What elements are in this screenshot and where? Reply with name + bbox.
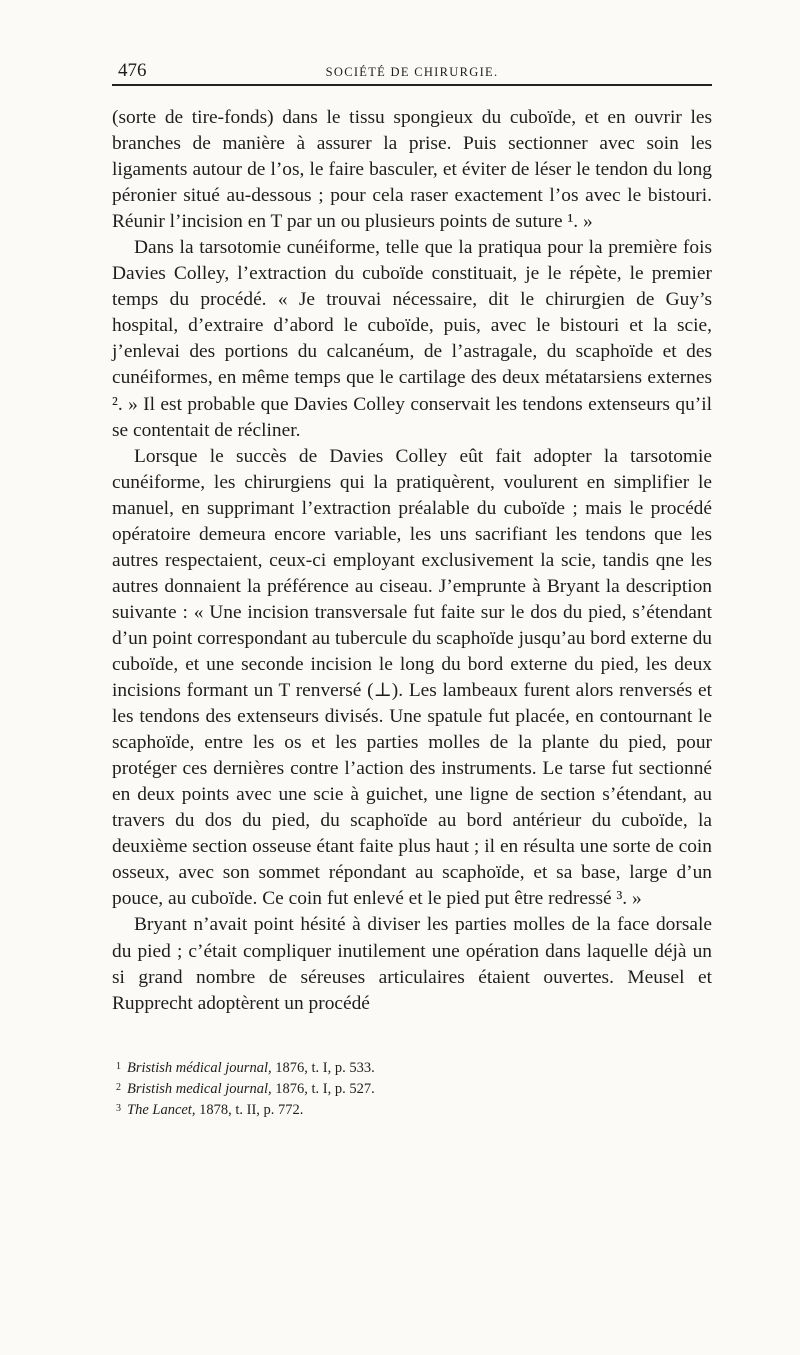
body-text	[112, 105, 712, 1017]
footnote	[116, 1078, 712, 1099]
paragraph: Lorsque le succès de Davies Colley eût fait adopter la tarsotomie cunéiforme, les chirurgiens qui la pratiquèrent, voulurent en simplifier le manuel, en supprimant l’extraction préalable du cuboïde ; mais le procédé opératoire demeura encore variable, les uns sacrifiant les tendons que les autres respectaient, ceux-ci employant exclusivement la scie, tandis qne les autres donnaient la préférence au ciseau. J’emprunte à Bryant la description suivante : « Une incision transversale fut faite sur le dos du pied, s’étendant d’un point correspondant au tubercule du scaphoïde jusqu’au bord externe du cuboïde, et une seconde incision le long du bord externe du pied, les deux incisions formant un T renversé (⊥). Les lambeaux furent alors renversés et les tendons des extenseurs divisés. Une spatule fut placée, en contournant le scaphoïde, entre les os et les parties molles de la plante du pied, pour protéger ces dernières contre l’action des instruments. Le tarse fut sectionné en deux points avec une scie à guichet, une ligne de section s’étendant, au travers du dos du pied, du scaphoïde au bord antérieur du cuboïde, la deuxième section osseuse étant faite plus haut ; il en résulta une sorte de coin osseux, avec son sommet répondant au scaphoïde, et sa base, large d’un pouce, au cuboïde. Ce coin fut enlevé et le pied put être redressé ³. »	[112, 445, 712, 910]
footnote-detail: 1876, t. I, p. 527.	[275, 1080, 375, 1097]
footnote-detail: 1878, t. II, p. 772.	[199, 1101, 304, 1118]
footnote-detail: 1876, t. I, p. 533.	[275, 1059, 375, 1076]
paragraph: Bryant n’avait point hésité à diviser les parties molles de la face dorsale du pied ; c’était compliquer inutilement une opération dans laquelle déjà un si grand nombre de séreuses articulaires étaient ouvertes. Meusel et Rupprecht adoptèrent un procédé	[112, 914, 712, 1014]
footnote-source: Bristish médical journal,	[127, 1059, 272, 1076]
footnote	[116, 1099, 712, 1120]
page-header	[112, 58, 712, 86]
footnote-mark: 3	[116, 1102, 121, 1114]
footnote	[116, 1057, 712, 1078]
footnote-mark: 2	[116, 1081, 121, 1093]
running-title: SOCIÉTÉ DE CHIRURGIE.	[325, 65, 499, 79]
paragraph: (sorte de tire-fonds) dans le tissu spongieux du cuboïde, et en ouvrir les branches de manière à assurer la prise. Puis sectionner avec soin les ligaments autour de l’os, le faire basculer, et éviter de léser le tendon du long péronier situé au-dessous ; pour cela raser exactement l’os avec le bistouri. Réunir l’incision en T par un ou plusieurs points de suture ¹. »	[112, 107, 712, 233]
book-page	[112, 58, 712, 1120]
footnote-source: Bristish medical journal,	[127, 1080, 272, 1097]
footnote-mark: 1	[116, 1060, 121, 1072]
page-number: 476	[118, 60, 147, 81]
footnotes	[112, 1057, 712, 1120]
paragraph: Dans la tarsotomie cunéiforme, telle que la pratiqua pour la première fois Davies Colley, l’extraction du cuboïde constituait, je le répète, le premier temps du procédé. « Je trouvai nécessaire, dit le chirurgien de Guy’s hospital, d’extraire d’abord le cuboïde, puis, avec le bistouri et la scie, j’enlevai des portions du calcanéum, de l’astragale, du scaphoïde et des cunéiformes, en même temps que le cartilage des deux métatarsiens externes ². » Il est probable que Davies Colley conservait les tendons extenseurs qu’il se contentait de récliner.	[112, 237, 712, 441]
footnote-source: The Lancet,	[127, 1101, 196, 1118]
